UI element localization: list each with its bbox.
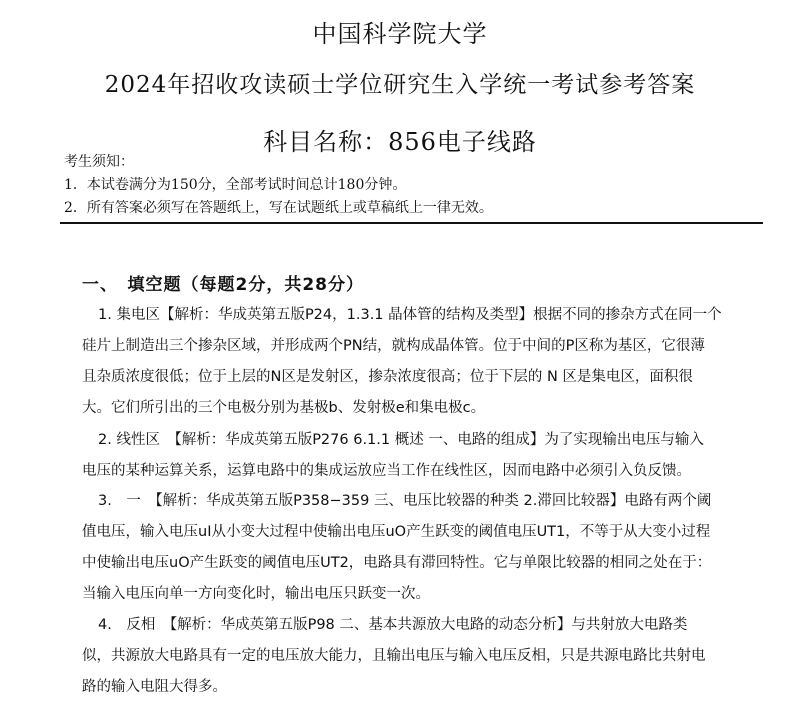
answer-line: 当输入电压向单一方向变化时，输出电压只跃变一次。 bbox=[82, 586, 430, 602]
subject-title: 科目名称：856电子线路 bbox=[263, 128, 537, 156]
answer-line: 3. 一 【解析：华成英第五版P358−359 三、电压比较器的种类 2.滞回比较器】电路有两个阈 bbox=[98, 493, 712, 509]
answer-line: 硅片上制造出三个掺杂区域，并形成两个PN结，就构成晶体管。位于中间的P区称为基区，它很薄 bbox=[82, 338, 705, 354]
exam-title: 2024年招收攻读硕士学位研究生入学统一考试参考答案 bbox=[104, 72, 696, 98]
answer-line: 4. 反相 【解析：华成英第五版P98 二、基本共源放大电路的动态分析】与共射放大电路类 bbox=[98, 617, 688, 633]
answer-line: 1. 集电区【解析：华成英第五版P24，1.3.1 晶体管的结构及类型】根据不同的掺杂方式在同一个 bbox=[98, 307, 722, 323]
answer-2 bbox=[82, 425, 712, 487]
answer-line: 值电压，输入电压uI从小变大过程中使输出电压uO产生跃变的阈值电压UT1，不等于从大变小过程 bbox=[82, 524, 711, 540]
answer-3 bbox=[82, 486, 712, 610]
notice-heading: 考生须知： bbox=[64, 154, 134, 170]
section-heading: 一、 填空题（每题2分，共28分） bbox=[82, 275, 364, 295]
answer-line: 路的输入电阻大得多。 bbox=[82, 679, 227, 695]
answer-1 bbox=[82, 300, 722, 424]
notice-item: 1．本试卷满分为150分，全部考试时间总计180分钟。 bbox=[64, 177, 407, 193]
answer-4 bbox=[82, 610, 712, 703]
answer-line: 且杂质浓度很低；位于上层的N区是发射区，掺杂浓度很高；位于下层的 N 区是集电区，面积很 bbox=[82, 369, 693, 385]
university-title: 中国科学院大学 bbox=[312, 20, 488, 48]
answer-line: 似，共源放大电路具有一定的电压放大能力，且输出电压与输入电压反相，只是共源电路比共射电 bbox=[82, 648, 706, 664]
notice-item: 2．所有答案必须写在答题纸上，写在试题纸上或草稿纸上一律无效。 bbox=[64, 200, 493, 216]
answer-line: 电压的某种运算关系，运算电路中的集成运放应当工作在线性区，因而电路中必须引入负反馈。 bbox=[82, 463, 691, 479]
answer-line: 大。它们所引出的三个电极分别为基极b、发射极e和集电极c。 bbox=[82, 400, 486, 416]
answer-line: 中使输出电压uO产生跃变的阈值电压UT2，电路具有滞回特性。它与单限比较器的相同之处在于： bbox=[82, 555, 712, 571]
answer-line: 2. 线性区 【解析：华成英第五版P276 6.1.1 概述 一、电路的组成】为了实现输出电压与输入 bbox=[98, 432, 704, 448]
header-divider bbox=[60, 222, 763, 224]
